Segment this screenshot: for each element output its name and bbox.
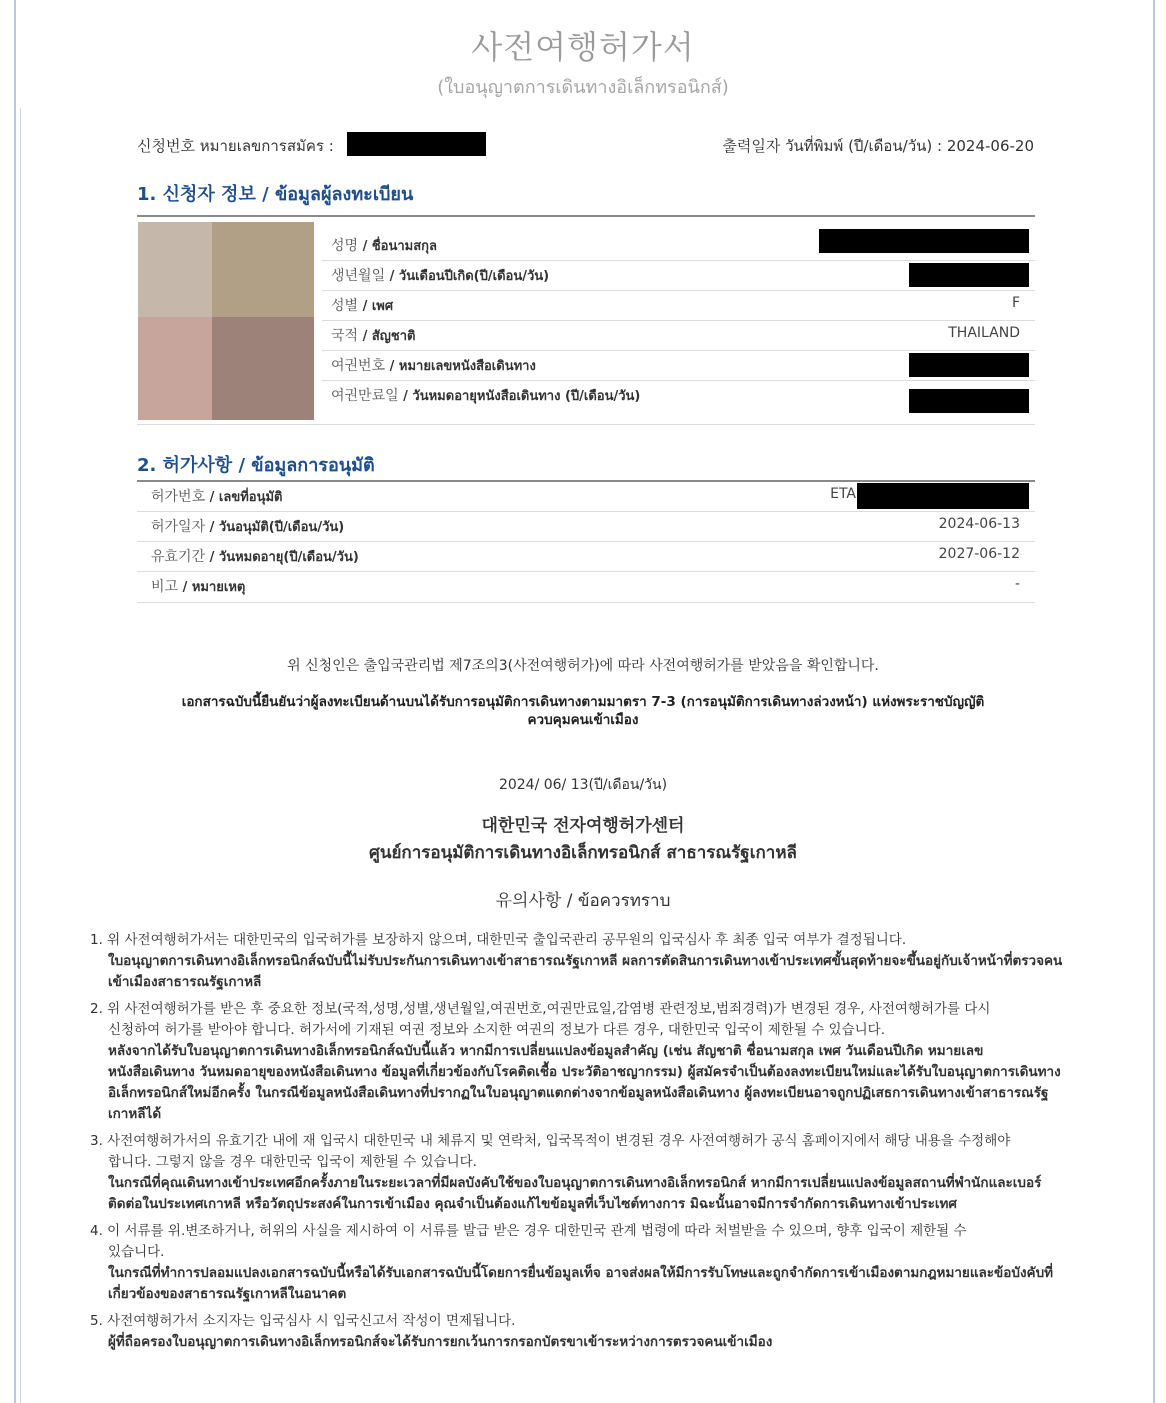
issue-date: 2024/ 06/ 13(ปี/เดือน/วัน) — [498, 777, 668, 793]
confirmation-text-th-line1: เอกสารฉบับนี้ยืนยันว่าผู้ลงทะเบียนด้านบนได้รับการอนุมัติการเดินทางตามมาตรา 7-3 (การอนุมัติการเดินทางล่วงหน้า) แห่งพระราชบัญญัติ — [181, 694, 985, 710]
row-divider — [322, 320, 1035, 321]
photo-tile — [212, 317, 314, 420]
field-sex-label: 성별 / เพศ — [331, 298, 394, 314]
application-number-label: 신청번호 หมายเลขการสมัคร : — [137, 137, 334, 155]
field-remarks-label: 비고 / หมายเหตุ — [151, 579, 246, 595]
print-date: 출력일자 วันที่พิมพ์ (ปี/เดือน/วัน) : 2024-06-20 — [722, 137, 1034, 155]
notice-list — [90, 930, 1070, 1359]
section-applicant-title: 1. 신청자 정보 / ข้อมูลผู้ลงทะเบียน — [137, 184, 414, 205]
issuing-center-kr: 대한민국 전자여행허가센터 — [481, 816, 685, 836]
document-title: 사전여행허가서 — [471, 28, 695, 66]
field-remarks-value: - — [1014, 576, 1020, 592]
applicant-photo-pixelated — [138, 222, 314, 420]
issuing-center-th: ศูนย์การอนุมัติการเดินทางอิเล็กทรอนิกส์ สาธารณรัฐเกาหลี — [369, 843, 797, 863]
notice-item: 3. 사전여행허가서의 유효기간 내에 재 입국시 대한민국 내 체류지 및 연락처, 입국목적이 변경된 경우 사전여행허가 공식 홈페이지에서 해당 내용을 수정해야 합니다. 그렇지 않을 경우 대한민국 입국이 제한될 수 있습니다. ในกรณีที่คุณเดินทางเข้าประเทศอีกครั้งภายในระยะเวลาที่มีผลบังคับใช้ของใบอนุญาตการเดินทางอิเล็กทรอนิกส์ หากมีการเปลี่ยนแปลงข้อมูลสถานที่พำนักและเบอร์ติดต่อในประเทศเกาหลี หรือวัตถุประสงค์ในการเข้าเมือง คุณจำเป็นต้องแก้ไขข้อมูลที่เว็บไซต์ทางการ มิฉะนั้นอาจมีการจำกัดการเดินทางเข้าประเทศ — [90, 1133, 1042, 1212]
photo-tile — [138, 317, 212, 420]
field-approval-number-label: 허가번호 / เลขที่อนุมัติ — [151, 489, 283, 505]
row-divider — [322, 260, 1035, 261]
row-divider — [137, 571, 1035, 572]
photo-tile — [138, 222, 212, 317]
redacted-passport-number — [909, 353, 1029, 377]
field-name-label: 성명 / ชื่อนามสกุล — [331, 238, 438, 254]
row-divider — [322, 350, 1035, 351]
redacted-name — [819, 229, 1029, 253]
section-applicant-rule — [137, 215, 1035, 217]
row-divider — [137, 541, 1035, 542]
field-expiry-value: 2027-06-12 — [938, 546, 1020, 562]
notice-item: 2. 위 사전여행허가를 받은 후 중요한 정보(국적,성명,성별,생년월일,여권번호,여권만료일,감염병 관련정보,범죄경력)가 변경된 경우, 사전여행허가를 다시 신청하여 허가를 받아야 합니다. 허가서에 기재된 여권 정보와 소지한 여권의 정보가 다른 경우, 대한민국 입국이 제한될 수 있습니다. หลังจากได้รับใบอนุญาตการเดินทางอิเล็กทรอนิกส์ฉบับนี้แล้ว หากมีการเปลี่ยนแปลงข้อมูลสำคัญ (เช่น สัญชาติ ชื่อนามสกุล เพศ วันเดือนปีเกิด หมายเลขหนังสือเดินทาง วันหมดอายุของหนังสือเดินทาง ข้อมูลที่เกี่ยวข้องกับโรคติดเชื้อ ประวัติอาชญากรรม) ผู้สมัครจำเป็นต้องลงทะเบียนใหม่และได้รับใบอนุญาตการเดินทางอิเล็กทรอนิกส์ใหม่อีกครั้ง ในกรณีข้อมูลหนังสือเดินทางที่ปรากฏในใบอนุญาตแตกต่างจากข้อมูลหนังสือเดินทาง ผู้ลงทะเบียนอาจถูกปฏิเสธการเดินทางเข้าสาธารณรัฐเกาหลีได้ — [90, 1001, 1061, 1122]
redacted-birthdate — [909, 263, 1029, 287]
page-border-left-inner — [20, 108, 21, 1403]
section-approval-bottom-rule — [137, 602, 1035, 603]
redacted-passport-expiry — [909, 389, 1029, 413]
field-expiry-label: 유효기간 / วันหมดอายุ(ปี/เดือน/วัน) — [151, 549, 359, 565]
notice-title: 유의사항 / ข้อควรทราบ — [495, 891, 671, 911]
section-approval-title: 2. 허가사항 / ข้อมูลการอนุมัติ — [137, 455, 375, 476]
photo-tile — [212, 222, 314, 317]
field-approval-number-prefix: ETA — [830, 486, 856, 502]
section-applicant-bottom-rule — [137, 424, 1035, 425]
row-divider — [137, 511, 1035, 512]
confirmation-text-th-line2: ควบคุมคนเข้าเมือง — [527, 712, 639, 728]
field-passport-expiry-label: 여권만료일 / วันหมดอายุหนังสือเดินทาง (ปี/เดือน/วัน) — [331, 388, 641, 404]
field-passport-number-label: 여권번호 / หมายเลขหนังสือเดินทาง — [331, 358, 536, 374]
field-birthdate-label: 생년월일 / วันเดือนปีเกิด(ปี/เดือน/วัน) — [331, 268, 550, 284]
field-approval-date-value: 2024-06-13 — [938, 516, 1020, 532]
field-sex-value: F — [1011, 295, 1020, 311]
row-divider — [322, 380, 1035, 381]
redacted-approval-number — [857, 483, 1029, 509]
notice-item: 4. 이 서류를 위.변조하거나, 허위의 사실을 제시하여 이 서류를 발급 받은 경우 대한민국 관계 법령에 따라 처벌받을 수 있으며, 향후 입국이 제한될 수 있습니다. ในกรณีที่ทำการปลอมแปลงเอกสารฉบับนี้หรือได้รับเอกสารฉบับนี้โดยการยื่นข้อมูลเท็จ อาจส่งผลให้มีการรับโทษและถูกจำกัดการเข้าเมืองตามกฎหมายและข้อบังคับที่เกี่ยวข้องของสาธารณรัฐเกาหลีในอนาคต — [90, 1223, 1054, 1302]
confirmation-text-kr: 위 신청인은 출입국관리법 제7조의3(사전여행허가)에 따라 사전여행허가를 받았음을 확인합니다. — [287, 658, 879, 674]
notice-item: 5. 사전여행허가서 소지자는 입국심사 시 입국신고서 작성이 면제됩니다. ผู้ที่ถือครองใบอนุญาตการเดินทางอิเล็กทรอนิกส์จะได้รับการยกเว้นการกรอกบัตรขาเข้าระหว่างการตรวจคนเข้าเมือง — [90, 1313, 773, 1350]
row-divider — [322, 290, 1035, 291]
section-approval-rule — [137, 480, 1035, 482]
field-approval-date-label: 허가일자 / วันอนุมัติ(ปี/เดือน/วัน) — [151, 519, 345, 535]
redacted-application-number — [347, 132, 486, 156]
notice-item: 1. 위 사전여행허가서는 대한민국의 입국허가를 보장하지 않으며, 대한민국 출입국관리 공무원의 입국심사 후 최종 입국 여부가 결정됩니다. ใบอนุญาตการเดินทางอิเล็กทรอนิกส์ฉบับนี้ไม่รับประกันการเดินทางเข้าสาธารณรัฐเกาหลี ผลการตัดสินการเดินทางเข้าประเทศขั้นสุดท้ายจะขึ้นอยู่กับเจ้าหน้าที่ตรวจคนเข้าเมืองสาธารณรัฐเกาหลี — [90, 932, 1063, 990]
field-nationality-value: THAILAND — [948, 325, 1020, 341]
field-nationality-label: 국적 / สัญชาติ — [331, 328, 416, 344]
document-subtitle: (ใบอนุญาตการเดินทางอิเล็กทรอนิกส์) — [437, 77, 729, 98]
